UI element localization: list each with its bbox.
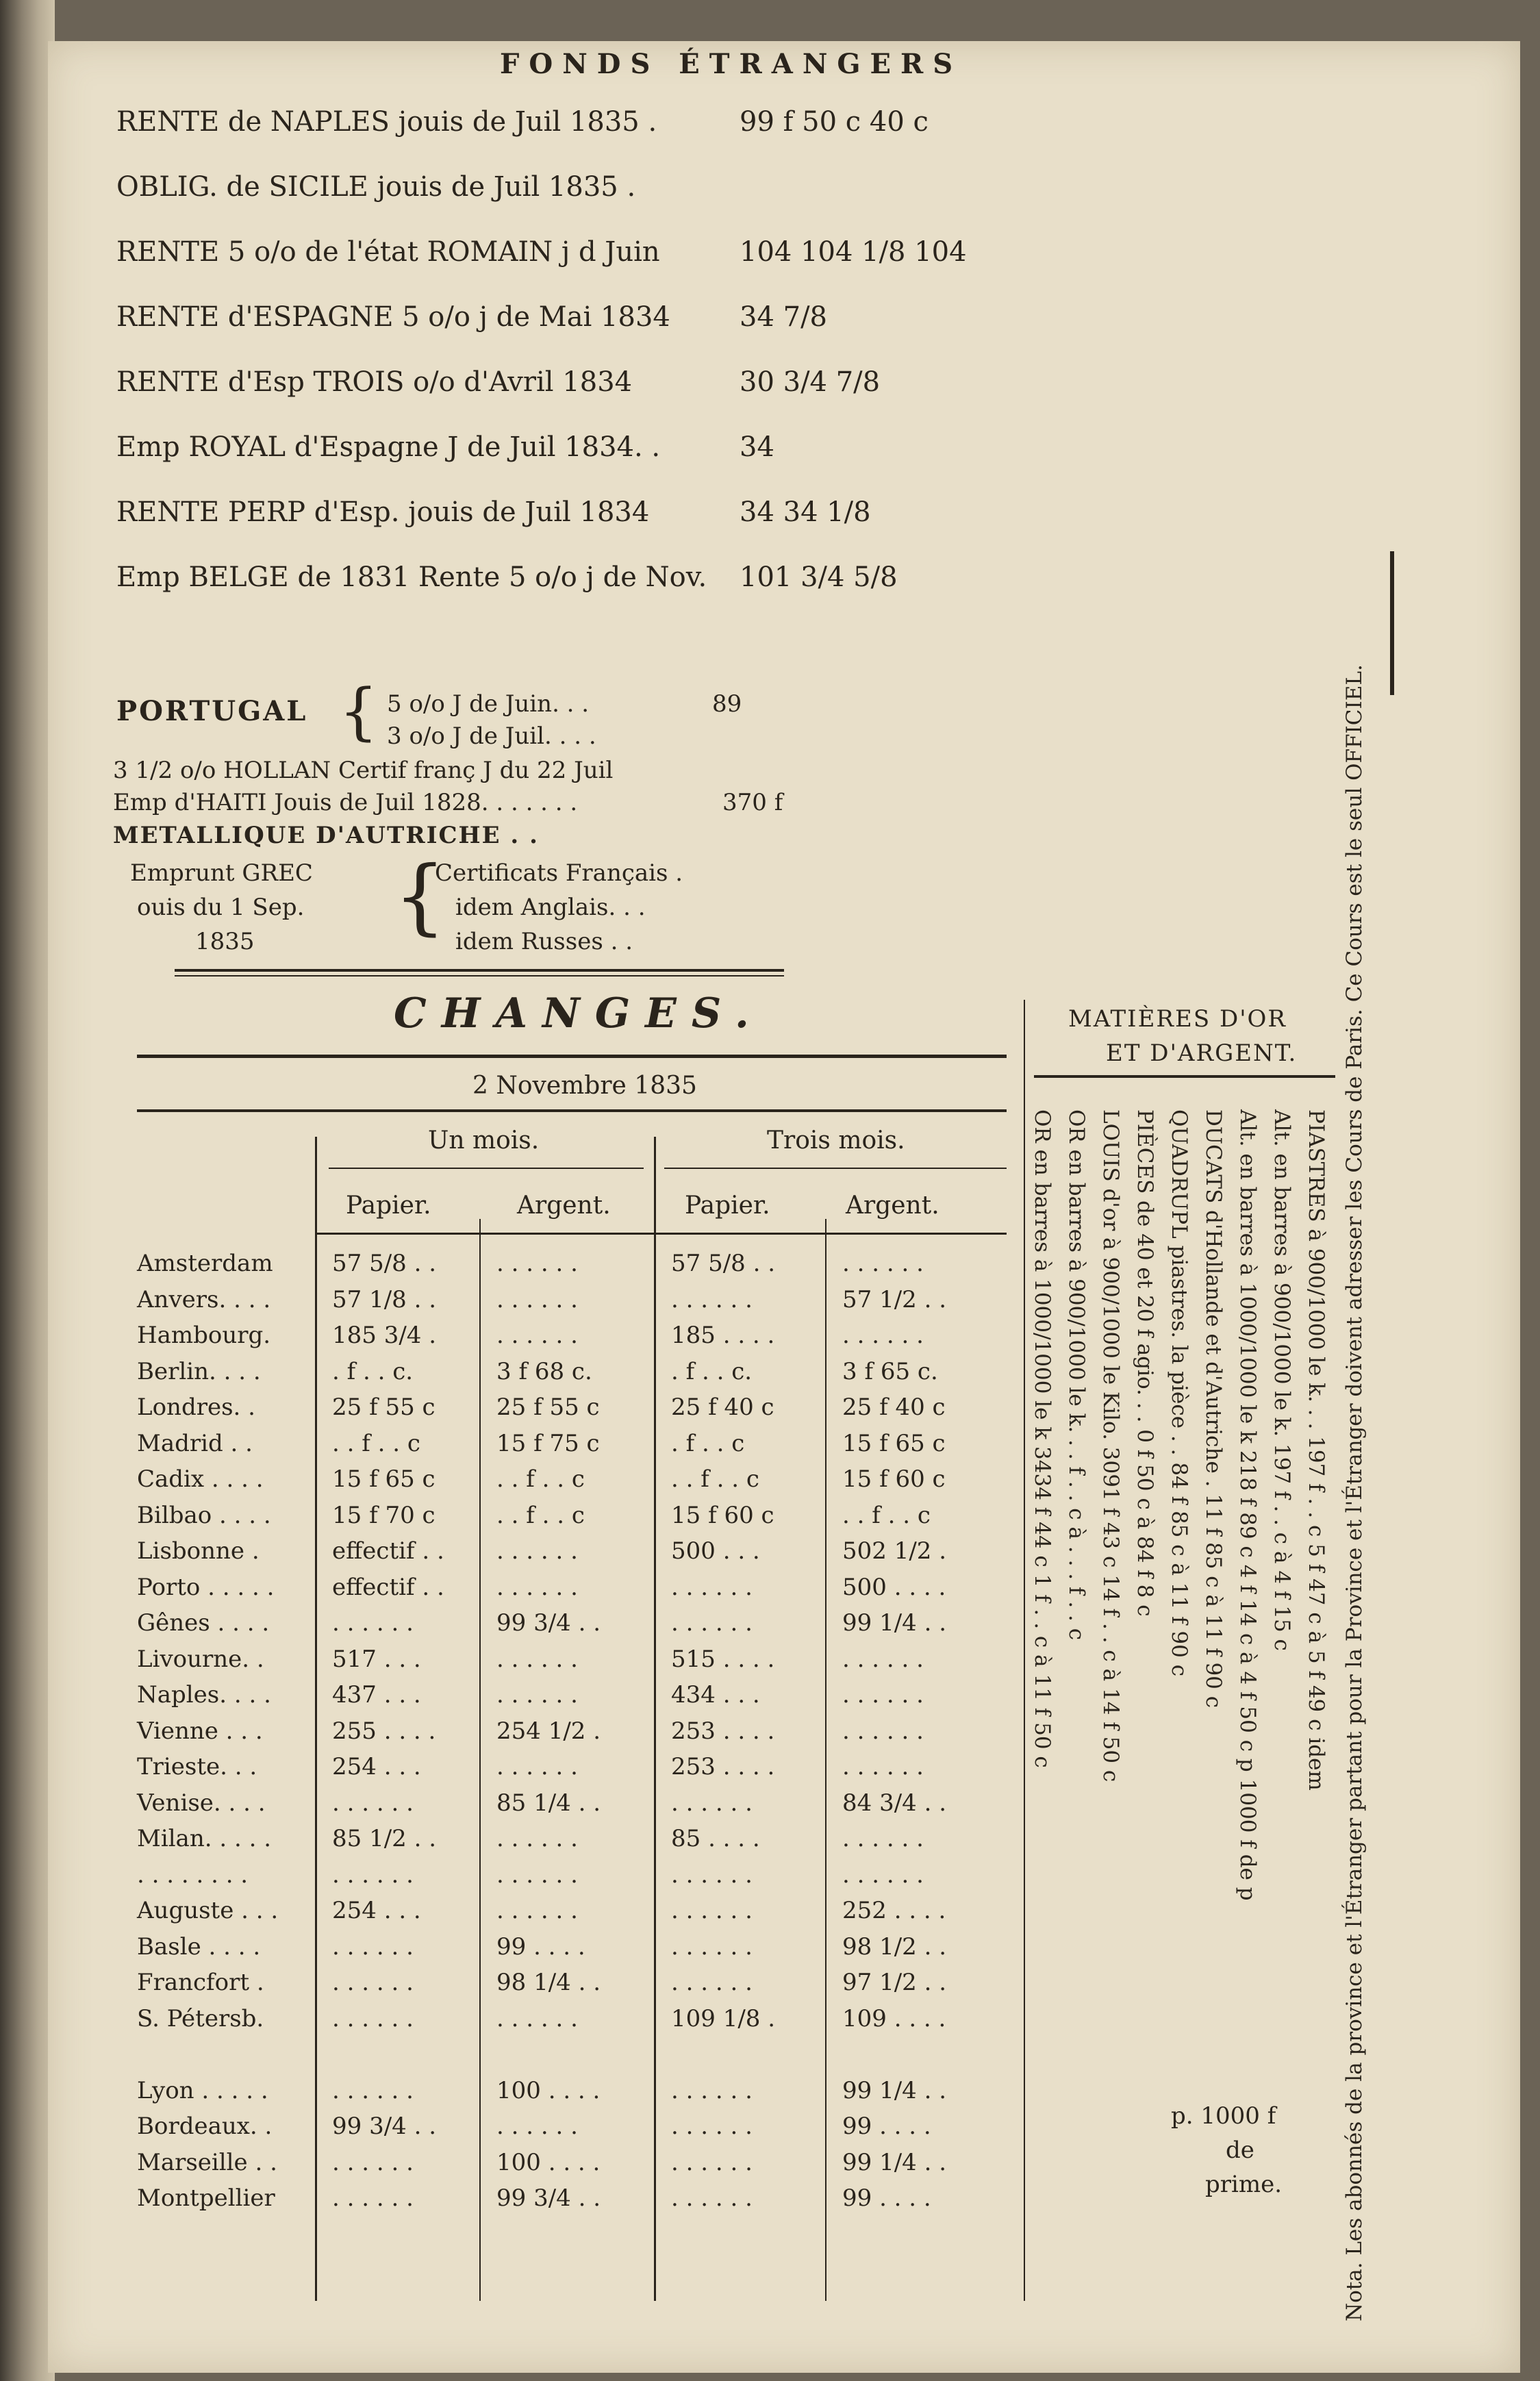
un-mois-papier-cell: 254 . . . [332,1753,421,1780]
papier-header-1: Papier. [346,1192,431,1220]
side-note: Nota. Les abonnés de la province et l'Étranger partant pour la Province et l'Étranger doivent adresser les Cours de Paris. Ce Cours est le seul OFFICIEL. [1342,664,1367,2321]
un-mois-argent-cell: 15 f 75 c [496,1430,600,1457]
changes-title-rule [137,1055,1007,1058]
prime-line-2: de [1226,2137,1254,2164]
haiti-label: Emp d'HAITI Jouis de Juil 1828. . . . . . . [113,789,578,816]
un-mois-papier-cell: 99 3/4 . . [332,2113,437,2140]
trois-mois-papier-cell: . . . . . . [671,1897,753,1924]
city-cell: Hambourg. [137,1322,271,1349]
fonds-row-label: RENTE d'Esp TROIS o/o d'Avril 1834 [116,366,633,398]
trois-mois-argent-cell: 25 f 40 c [842,1394,946,1421]
city-cell: Bilbao . . . . [137,1502,271,1529]
trois-mois-argent-cell: 97 1/2 . . [842,1969,947,1996]
trois-mois-papier-cell: . . . . . . [671,1286,753,1313]
un-mois-argent-cell: . . . . . . [496,1861,578,1889]
trois-mois-papier-cell: . . . . . . [671,1861,753,1889]
fonds-row-label: RENTE PERP d'Esp. jouis de Juil 1834 [116,496,650,528]
fonds-separator-rule-thin [175,975,784,977]
un-mois-papier-cell: . . . . . . [332,1861,414,1889]
un-mois-argent-cell: 85 1/4 . . [496,1789,601,1817]
fonds-separator-rule [175,969,784,972]
grec-line3: 1835 [195,928,255,955]
book-spine [0,0,55,2381]
un-mois-argent-cell: 3 f 68 c. [496,1358,592,1385]
city-cell: Lyon . . . . . [137,2077,268,2104]
trois-mois-argent-cell: 109 . . . . [842,2005,946,2032]
trois-mois-argent-cell: . . . . . . [842,1250,924,1277]
hollan-row: 3 1/2 o/o HOLLAN Certif franç J du 22 Juil [113,757,614,784]
margin-mark [1390,551,1394,695]
subheader-rule [315,1233,1007,1235]
city-cell: Berlin. . . . [137,1358,261,1385]
city-cell: Montpellier [137,2184,275,2212]
portugal-brace: { [339,676,379,748]
trois-mois-argent-cell: . . . . . . [842,1717,924,1745]
trois-mois-papier-cell: . . . . . . [671,1789,753,1817]
un-mois-papier-cell: 57 5/8 . . [332,1250,437,1277]
trois-mois-papier-cell: 253 . . . . [671,1717,775,1745]
changes-date-rule [137,1109,1007,1112]
city-cell: S. Pétersb. [137,2005,264,2032]
city-cell: Bordeaux. . [137,2113,273,2140]
un-mois-papier-cell: . . . . . . [332,1969,414,1996]
trois-mois-argent-cell: . . . . . . [842,1646,924,1673]
un-mois-argent-cell: . . . . . . [496,2005,578,2032]
trois-mois-papier-cell: 25 f 40 c [671,1394,774,1421]
un-mois-argent-cell: 100 . . . . [496,2149,601,2176]
un-mois-papier-cell: . . f . . c [332,1430,420,1457]
col-line-4 [825,1219,826,2301]
matieres-line: QUADRUPL piastres. la pièce . . 84 f 85 c à 11 f 90 c [1167,1109,1191,1677]
trois-mois-papier-cell: 15 f 60 c [671,1502,774,1529]
prime-line-1: p. 1000 f [1171,2102,1276,2130]
grec-line1: Emprunt GREC [130,859,313,887]
city-cell: Madrid . . [137,1430,253,1457]
papier-header-2: Papier. [685,1192,770,1220]
matieres-line: PIÈCES de 40 et 20 f agio. . . 0 f 50 c à 84 f 8 c [1133,1109,1157,1617]
trois-mois-papier-cell: 185 . . . . [671,1322,775,1349]
un-mois-papier-cell: effectif . . [332,1537,444,1565]
trois-mois-argent-cell: 15 f 65 c [842,1430,946,1457]
un-mois-argent-cell: . . . . . . [496,1897,578,1924]
trois-mois-rule [664,1168,1007,1169]
grec-brace: { [394,849,446,944]
city-cell: Gênes . . . . [137,1609,270,1637]
matieres-line: OR en barres à 1000/1000 le k 3434 f 44 c 1 f . . c à 11 f 50 c [1030,1109,1055,1768]
col-line-2 [479,1219,481,2301]
matieres-title-2: ET D'ARGENT. [1106,1040,1298,1067]
fonds-etrangers-title: FONDS ÉTRANGERS [500,48,963,80]
un-mois-argent-cell: . . . . . . [496,1681,578,1709]
changes-title: CHANGES. [394,990,764,1037]
un-mois-header: Un mois. [428,1126,540,1155]
matieres-line: OR en barres à 900/1000 le k. . . f . . c à . . . f . . c [1064,1109,1089,1641]
document-page [48,41,1520,2373]
city-cell: Trieste. . . [137,1753,257,1780]
fonds-row-value: 99 f 50 c 40 c [740,106,929,138]
un-mois-papier-cell: 185 3/4 . [332,1322,437,1349]
un-mois-papier-cell: 254 . . . [332,1897,421,1924]
metallique-row: METALLIQUE D'AUTRICHE . . [113,822,539,849]
un-mois-argent-cell: . . . . . . [496,1286,578,1313]
trois-mois-argent-cell: 84 3/4 . . [842,1789,947,1817]
city-cell: Auguste . . . [137,1897,279,1924]
trois-mois-papier-cell: . . . . . . [671,2077,753,2104]
trois-mois-argent-cell: 99 1/4 . . [842,2077,947,2104]
un-mois-argent-cell: 254 1/2 . [496,1717,601,1745]
un-mois-argent-cell: . . . . . . [496,1825,578,1852]
un-mois-papier-cell: effectif . . [332,1574,444,1601]
trois-mois-header: Trois mois. [767,1126,905,1155]
fonds-row-label: OBLIG. de SICILE jouis de Juil 1835 . [116,171,636,203]
trois-mois-argent-cell: 500 . . . . [842,1574,946,1601]
portugal-line1: 5 o/o J de Juin. . . [387,690,590,718]
city-cell: Venise. . . . [137,1789,266,1817]
trois-mois-papier-cell: . . . . . . [671,2113,753,2140]
trois-mois-papier-cell: 253 . . . . [671,1753,775,1780]
fonds-row-label: RENTE d'ESPAGNE 5 o/o j de Mai 1834 [116,301,670,333]
trois-mois-argent-cell: . . . . . . [842,1861,924,1889]
un-mois-papier-cell: . . . . . . [332,2149,414,2176]
matieres-line: PIASTRES à 900/1000 le k. . . 197 f . . c 5 f 47 c à 5 f 49 c idem [1304,1109,1328,1791]
un-mois-papier-cell: . . . . . . [332,1933,414,1961]
trois-mois-argent-cell: . . . . . . [842,1681,924,1709]
trois-mois-argent-cell: 99 1/4 . . [842,2149,947,2176]
city-cell: Milan. . . . . [137,1825,271,1852]
matieres-line: Alt. en barres à 900/1000 le k. 197 f . . c à 4 f 15 c [1270,1109,1294,1651]
argent-header-1: Argent. [517,1192,611,1220]
city-cell: Amsterdam [137,1250,273,1277]
city-cell: Marseille . . [137,2149,277,2176]
col-line-3 [654,1137,656,2301]
grec-opt1: Certificats Français . [435,859,683,887]
city-cell: Livourne. . [137,1646,264,1673]
trois-mois-argent-cell: 99 . . . . [842,2184,931,2212]
trois-mois-papier-cell: . . . . . . [671,1574,753,1601]
city-cell: Vienne . . . [137,1717,263,1745]
un-mois-argent-cell: 99 3/4 . . [496,2184,601,2212]
matieres-line: LOUIS d'or à 900/1000 le Kilo. 3091 f 43 c 14 f . . c à 14 f 50 c [1098,1109,1123,1782]
un-mois-argent-cell: 100 . . . . [496,2077,601,2104]
trois-mois-papier-cell: . f . . c. [671,1358,753,1385]
fonds-row-label: Emp ROYAL d'Espagne J de Juil 1834. . [116,431,661,463]
trois-mois-papier-cell: . . . . . . [671,2149,753,2176]
un-mois-rule [329,1168,644,1169]
un-mois-argent-cell: 98 1/4 . . [496,1969,601,1996]
fonds-row-label: RENTE de NAPLES jouis de Juil 1835 . [116,106,657,138]
matieres-title-1: MATIÈRES D'OR [1068,1005,1287,1033]
grec-opt2: idem Anglais. . . [455,894,646,921]
fonds-row-value: 34 7/8 [740,301,827,333]
city-cell: Basle . . . . [137,1933,261,1961]
un-mois-argent-cell: . . . . . . [496,1646,578,1673]
fonds-row-value: 30 3/4 7/8 [740,366,881,398]
un-mois-papier-cell: 25 f 55 c [332,1394,436,1421]
city-cell: . . . . . . . . [137,1861,249,1889]
portugal-label: PORTUGAL [116,695,308,727]
un-mois-argent-cell: 99 . . . . [496,1933,585,1961]
city-cell: Francfort . [137,1969,264,1996]
trois-mois-papier-cell: 109 1/8 . [671,2005,776,2032]
trois-mois-papier-cell: . . . . . . [671,1933,753,1961]
matieres-line: Alt. en barres à 1000/1000 le k 218 f 89 c 4 f 14 c à 4 f 50 c p 1000 f de p [1235,1109,1260,1901]
un-mois-papier-cell: 517 . . . [332,1646,421,1673]
trois-mois-argent-cell: 98 1/2 . . [842,1933,947,1961]
un-mois-papier-cell: 15 f 65 c [332,1465,436,1493]
trois-mois-argent-cell: . . . . . . [842,1322,924,1349]
trois-mois-argent-cell: 3 f 65 c. [842,1358,938,1385]
trois-mois-papier-cell: 57 5/8 . . [671,1250,776,1277]
trois-mois-argent-cell: 502 1/2 . [842,1537,947,1565]
matieres-rule [1034,1075,1335,1078]
trois-mois-papier-cell: 500 . . . [671,1537,760,1565]
un-mois-argent-cell: 99 3/4 . . [496,1609,601,1637]
fonds-row-value: 34 [740,431,774,463]
argent-header-2: Argent. [846,1192,939,1220]
trois-mois-argent-cell: 252 . . . . [842,1897,946,1924]
grec-line2: ouis du 1 Sep. [137,894,305,921]
trois-mois-papier-cell: . . . . . . [671,1969,753,1996]
grec-opt3: idem Russes . . [455,928,633,955]
portugal-line2: 3 o/o J de Juil. . . . [387,722,596,750]
trois-mois-argent-cell: 57 1/2 . . [842,1286,947,1313]
un-mois-papier-cell: 255 . . . . [332,1717,436,1745]
fonds-row-label: RENTE 5 o/o de l'état ROMAIN j d Juin [116,236,660,268]
city-cell: Lisbonne . [137,1537,260,1565]
fonds-row-label: Emp BELGE de 1831 Rente 5 o/o j de Nov. [116,562,707,593]
trois-mois-papier-cell: . f . . c [671,1430,745,1457]
matieres-line: DUCATS d'Hollande et d'Autriche . 11 f 85 c à 11 f 90 c [1201,1109,1226,1709]
un-mois-argent-cell: . . f . . c [496,1502,585,1529]
un-mois-papier-cell: . . . . . . [332,2184,414,2212]
fonds-row-value: 34 34 1/8 [740,496,871,528]
fonds-row-value: 101 3/4 5/8 [740,562,898,593]
city-cell: Cadix . . . . [137,1465,264,1493]
un-mois-argent-cell: . . . . . . [496,1250,578,1277]
city-cell: Anvers. . . . [137,1286,271,1313]
city-cell: Londres. . [137,1394,255,1421]
portugal-line1-value: 89 [712,690,742,718]
trois-mois-argent-cell: 15 f 60 c [842,1465,946,1493]
un-mois-papier-cell: 15 f 70 c [332,1502,436,1529]
un-mois-papier-cell: . . . . . . [332,1789,414,1817]
un-mois-argent-cell: . . . . . . [496,1322,578,1349]
city-cell: Naples. . . . [137,1681,271,1709]
un-mois-argent-cell: . . f . . c [496,1465,585,1493]
fonds-row-value: 104 104 1/8 104 [740,236,967,268]
un-mois-papier-cell: 437 . . . [332,1681,421,1709]
trois-mois-papier-cell: . . . . . . [671,2184,753,2212]
trois-mois-papier-cell: . . . . . . [671,1609,753,1637]
trois-mois-argent-cell: . . . . . . [842,1825,924,1852]
un-mois-papier-cell: 57 1/8 . . [332,1286,437,1313]
trois-mois-argent-cell: . . f . . c [842,1502,931,1529]
changes-date: 2 Novembre 1835 [472,1072,697,1100]
trois-mois-argent-cell: 99 1/4 . . [842,1609,947,1637]
haiti-value: 370 f [722,789,783,816]
col-line-1 [315,1137,317,2301]
un-mois-argent-cell: . . . . . . [496,1574,578,1601]
trois-mois-papier-cell: 434 . . . [671,1681,760,1709]
un-mois-argent-cell: . . . . . . [496,1753,578,1780]
un-mois-argent-cell: . . . . . . [496,1537,578,1565]
trois-mois-papier-cell: 85 . . . . [671,1825,760,1852]
col-line-matieres [1024,1000,1025,2301]
trois-mois-argent-cell: 99 . . . . [842,2113,931,2140]
city-cell: Porto . . . . . [137,1574,275,1601]
trois-mois-argent-cell: . . . . . . [842,1753,924,1780]
prime-line-3: prime. [1205,2171,1283,2198]
un-mois-papier-cell: . . . . . . [332,2005,414,2032]
un-mois-argent-cell: . . . . . . [496,2113,578,2140]
un-mois-papier-cell: . f . . c. [332,1358,414,1385]
trois-mois-papier-cell: . . f . . c [671,1465,759,1493]
un-mois-argent-cell: 25 f 55 c [496,1394,600,1421]
un-mois-papier-cell: . . . . . . [332,2077,414,2104]
trois-mois-papier-cell: 515 . . . . [671,1646,775,1673]
un-mois-papier-cell: . . . . . . [332,1609,414,1637]
un-mois-papier-cell: 85 1/2 . . [332,1825,437,1852]
